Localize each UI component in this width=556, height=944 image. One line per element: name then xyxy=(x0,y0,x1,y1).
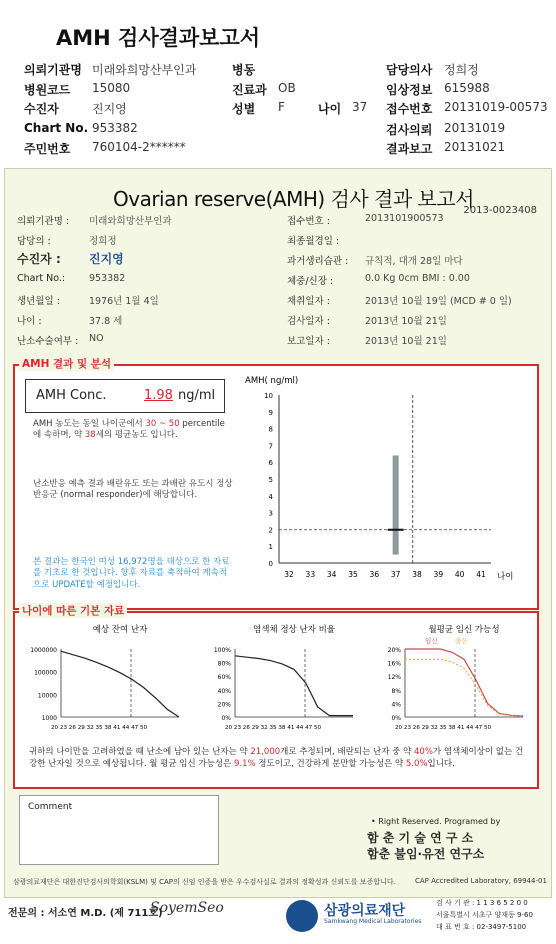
amh-range-bar xyxy=(393,455,399,554)
info-label: 의뢰기관명 : xyxy=(17,216,70,227)
small-chart-y-tick: 10000 xyxy=(37,692,57,700)
header-label: 병원코드 xyxy=(24,83,71,97)
small-chart-y-tick: 12% xyxy=(387,674,401,682)
small-chart-title: 월평균 임신 가능성 xyxy=(428,625,500,635)
info-label: 담당의 : xyxy=(17,236,51,247)
lab-code: 검 사 기 관 : 1 1 3 6 5 2 0 0 xyxy=(436,899,528,907)
institute-name-2: 함춘 불임·유전 연구소 xyxy=(367,847,485,861)
info-label: 접수번호 : xyxy=(287,216,330,227)
amh-x-axis-label: 나이 xyxy=(497,572,514,582)
info-label: 나이 : xyxy=(17,316,42,327)
info-value: 2013101900573 xyxy=(365,213,444,224)
amh-conc-unit: ng/ml xyxy=(178,388,216,403)
info-value: 953382 xyxy=(89,273,126,284)
amh-conc-value: 1.98 xyxy=(144,388,173,403)
small-chart-y-tick: 100% xyxy=(213,647,231,654)
amh-y-tick-label: 8 xyxy=(268,425,273,434)
legend-pregnancy: 임신 xyxy=(425,637,438,645)
amh-conc-box xyxy=(25,379,225,413)
small-chart-x-ticks: 20 23 26 29 32 35 38 41 44 47 50 xyxy=(395,725,492,731)
small-chart-y-tick: 20% xyxy=(387,647,401,654)
small-chart-y-tick: 0% xyxy=(221,715,231,722)
amh-x-tick-label: 35 xyxy=(348,570,358,579)
specialist-name: 전문의 : 서소연 M.D. (제 711호) xyxy=(8,908,163,919)
small-chart-title: 염색체 정상 난자 비율 xyxy=(252,625,336,635)
small-chart-y-tick: 1000000 xyxy=(30,647,57,654)
header-value: 760104-2****** xyxy=(92,140,186,154)
info-value: 37.8 세 xyxy=(89,316,123,327)
lab-name: 삼광의료재단 xyxy=(324,903,406,919)
comment-box xyxy=(19,795,219,865)
header-label: 병동 xyxy=(232,63,256,77)
info-value: 0.0 Kg 0cm BMI : 0.00 xyxy=(365,273,470,284)
small-chart-title: 예상 잔여 난자 xyxy=(92,625,148,635)
amh-y-tick-label: 10 xyxy=(264,392,273,400)
amh-y-tick-label: 1 xyxy=(268,543,273,552)
header-label: 임상정보 xyxy=(386,83,433,97)
header-label: 주민번호 xyxy=(24,142,71,156)
cap-accreditation: CAP Accredited Laboratory, 69944-01 xyxy=(415,877,547,885)
basic-section-title: 나이에 따른 기본 자료 xyxy=(19,603,127,618)
amh-section-title: AMH 결과 및 분석 xyxy=(19,356,114,371)
amh-y-tick-label: 9 xyxy=(268,408,273,417)
info-label: 생년월일 : xyxy=(17,296,60,307)
amh-y-tick-label: 7 xyxy=(268,442,273,451)
info-label: 검사일자 : xyxy=(287,316,330,327)
pregnancy-rate-chart xyxy=(365,621,537,741)
header-label: 검사의뢰 xyxy=(386,123,433,137)
small-chart-x-ticks: 20 23 26 29 32 35 38 41 44 47 50 xyxy=(51,725,148,731)
info-value: 2013년 10월 21일 xyxy=(365,316,447,327)
header-label: 접수번호 xyxy=(386,102,433,116)
header-label: 수진자 xyxy=(24,102,59,116)
info-label: 체중/신장 : xyxy=(287,276,334,287)
copyright-text: • Right Reserved. Programed by xyxy=(371,817,501,826)
small-chart-y-tick: 100000 xyxy=(34,669,57,677)
amh-x-tick-label: 33 xyxy=(305,570,316,579)
amh-x-tick-label: 40 xyxy=(454,570,465,579)
header-value: 미래와희망산부인과 xyxy=(92,63,197,77)
remaining-eggs-chart xyxy=(21,621,189,741)
header-value: 15080 xyxy=(92,81,131,95)
info-value: 진지영 xyxy=(89,252,124,266)
amh-data-note: 본 결과는 한국인 여성 16,972명을 대상으로 한 자료를 기초로 한 것입니다. 향후 자료를 축적하여 계속적으로 UPDATE할 예정입니다. xyxy=(33,557,230,590)
legend-birth: 출산 xyxy=(455,637,468,645)
lab-english-name: Samkwang Medical Laboratories xyxy=(324,918,422,925)
amh-x-tick-label: 34 xyxy=(326,570,337,579)
small-chart-y-tick: 8% xyxy=(391,687,401,695)
lab-logo-icon xyxy=(286,900,318,932)
small-chart-y-tick: 4% xyxy=(391,701,401,709)
amh-y-tick-label: 5 xyxy=(268,476,273,484)
header-value: F xyxy=(278,100,285,114)
info-value: 규칙적, 대개 28일 마다 xyxy=(365,256,463,267)
header-label: Chart No. xyxy=(24,121,89,135)
small-chart-x-ticks: 20 23 26 29 32 35 38 41 44 47 50 xyxy=(225,725,322,731)
header-value: 20131019 xyxy=(444,121,506,135)
amh-x-tick-label: 37 xyxy=(390,570,401,579)
age-label: 나이 xyxy=(318,102,342,116)
comment-label: Comment xyxy=(28,802,73,812)
amh-y-tick-label: 0 xyxy=(268,560,273,568)
header-label: 결과보고 xyxy=(386,142,433,156)
info-value: 정희정 xyxy=(89,236,117,247)
info-label: 최종월경일 : xyxy=(287,236,340,247)
header-label: 진료과 xyxy=(232,83,267,97)
small-chart-y-tick: 60% xyxy=(217,674,231,682)
signature: SoyemSeo xyxy=(150,900,224,916)
header-value: 953382 xyxy=(92,121,138,135)
amh-x-tick-label: 32 xyxy=(284,570,294,579)
small-chart-line xyxy=(235,656,353,716)
amh-y-tick-label: 3 xyxy=(268,509,273,518)
small-chart-y-tick: 80% xyxy=(217,660,231,668)
info-value: 2013년 10월 19일 (MCD # 0 일) xyxy=(365,296,512,307)
header-value: 20131021 xyxy=(444,140,506,154)
header-label: 의뢰기관명 xyxy=(24,63,82,77)
amh-y-tick-label: 2 xyxy=(268,526,273,535)
accreditation-note: 삼광의료재단은 대한진단검사의학회(KSLM) 및 CAP의 신임 인증을 받은 우수검사실로 결과의 정확성과 신뢰도를 보증합니다. xyxy=(13,878,396,886)
small-chart-y-tick: 40% xyxy=(217,687,231,695)
small-chart-y-tick: 1000 xyxy=(41,715,57,722)
info-label: 수진자 : xyxy=(17,252,61,266)
basic-summary-text: 귀하의 나이만을 고려하였을 때 난소에 남아 있는 난자는 약 21,000개로 추정되며, 배란되는 난자 중 약 40%가 염색체이상이 없는 건강한 난자일 것으로 예상됩니다. 월 평균 임신 가능성은 9.1% 정도이고, 건강하게 분만할 가능성은 약 5.0%입니다. xyxy=(29,747,524,769)
sheet-title: Ovarian reserve(AMH) 검사 결과 보고서 xyxy=(113,187,474,211)
header-value: 615988 xyxy=(444,81,490,95)
institute-name-1: 함 춘 기 술 연 구 소 xyxy=(367,831,474,845)
amh-x-tick-label: 41 xyxy=(476,570,486,579)
amh-conc-label: AMH Conc. xyxy=(36,388,107,403)
small-chart-line xyxy=(61,651,179,717)
info-label: 과거생리습관 : xyxy=(287,256,349,267)
report-title: AMH 검사결과보고서 xyxy=(56,26,261,50)
header-label: 담당의사 xyxy=(386,63,433,77)
header-value: 진지영 xyxy=(92,102,127,116)
info-value: 미래와희망산부인과 xyxy=(89,216,172,227)
info-label: 채취일자 : xyxy=(287,296,330,307)
info-label: Chart No.: xyxy=(17,273,66,284)
amh-x-tick-label: 36 xyxy=(369,570,380,579)
info-value: 1976년 1월 4일 xyxy=(89,296,159,307)
amh-chart-ylabel: AMH( ng/ml) xyxy=(245,376,299,386)
small-chart-y-tick: 0% xyxy=(391,715,401,722)
amh-response-text: 난소반응 예측 결과 배란유도 또는 과배란 유도시 정상반응군 (normal responder)에 해당합니다. xyxy=(33,479,233,501)
amh-age-chart xyxy=(237,369,533,597)
info-label: 보고일자 : xyxy=(287,336,330,347)
header-value: OB xyxy=(278,81,296,95)
normal-egg-ratio-chart xyxy=(195,621,363,741)
info-value: NO xyxy=(89,333,104,344)
amh-percentile-text: AMH 농도는 동일 나이군에서 30 ~ 50 percentile에 속하며, 약 38세의 평균농도 입니다. xyxy=(33,419,225,441)
header-value: 정희정 xyxy=(444,63,479,77)
info-value: 2013년 10월 21일 xyxy=(365,336,447,347)
small-chart-y-tick: 16% xyxy=(387,660,401,668)
small-chart-y-tick: 20% xyxy=(217,701,231,709)
header-value: 20131019-00573 xyxy=(444,100,548,114)
lab-address: 서울특별시 서초구 양재동 9-60 xyxy=(436,911,533,919)
header-label: 성별 xyxy=(232,102,256,116)
age-value: 37 xyxy=(352,100,368,114)
amh-x-tick-label: 38 xyxy=(412,570,422,579)
sheet-doc-number: 2013-0023408 xyxy=(463,205,537,216)
amh-x-tick-label: 39 xyxy=(433,570,444,579)
lab-phone: 대 표 번 호 : 02-3497-5100 xyxy=(436,923,527,931)
amh-y-tick-label: 4 xyxy=(268,492,273,501)
amh-y-tick-label: 6 xyxy=(268,459,273,468)
info-label: 난소수술여부 : xyxy=(17,336,79,347)
report-sheet xyxy=(4,168,552,898)
birth-rate-line xyxy=(405,659,523,716)
